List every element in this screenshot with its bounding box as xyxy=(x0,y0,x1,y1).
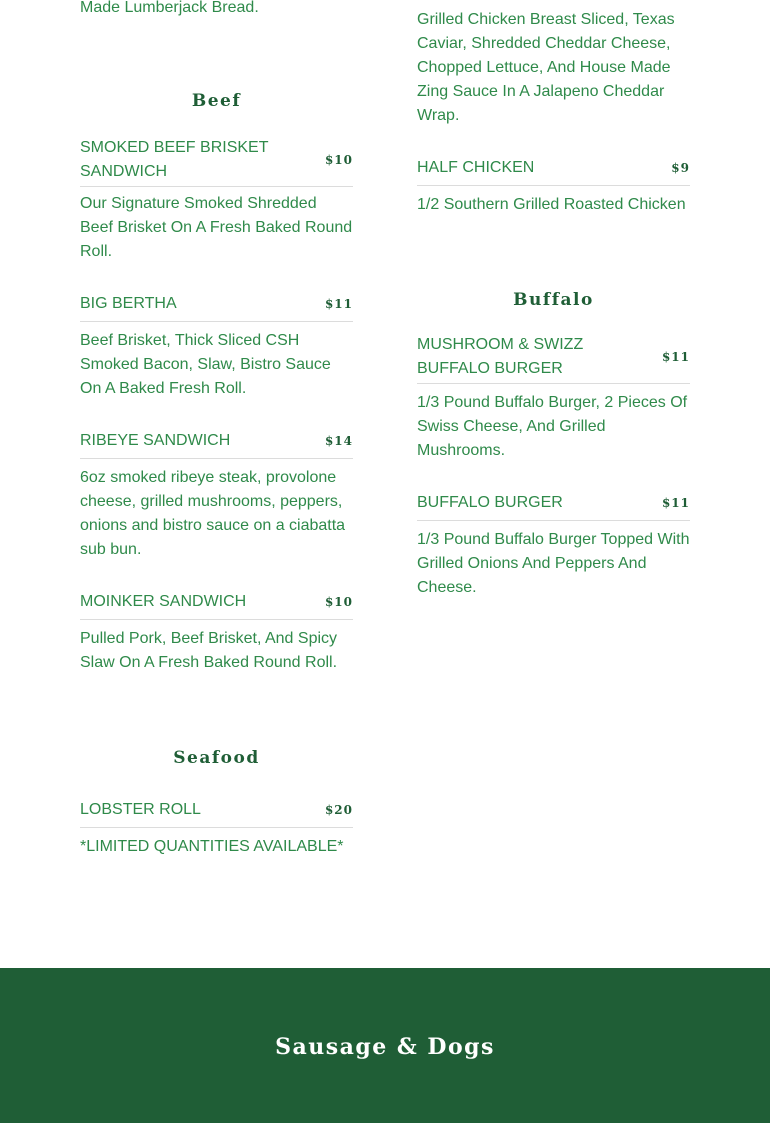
item-description: Made Lumberjack Bread. xyxy=(80,0,259,16)
item-description: Grilled Chicken Breast Sliced, Texas Caviar, Shredded Cheddar Cheese, Chopped Lettuce, And House Made Zing Sauce In A Jalapeno Cheddar Wrap. xyxy=(417,11,675,124)
menu-item xyxy=(80,585,353,620)
item-price: $10 xyxy=(324,152,353,167)
item-price: $9 xyxy=(671,161,690,175)
item-description: Our Signature Smoked Shredded Beef Brisket On A Fresh Baked Round Roll. xyxy=(80,195,353,260)
menu-item-header xyxy=(417,151,690,186)
menu-item xyxy=(417,486,690,521)
item-description: 1/3 Pound Buffalo Burger Topped With Grilled Onions And Peppers And Cheese. xyxy=(417,531,690,596)
item-price: $14 xyxy=(324,434,353,448)
item-name: BUFFALO BURGER xyxy=(417,494,563,511)
item-price: $10 xyxy=(324,595,353,609)
item-price: $11 xyxy=(661,496,690,510)
menu-item-header xyxy=(417,331,690,384)
item-price: $11 xyxy=(661,350,690,364)
section-title-buffalo: Buffalo xyxy=(513,290,594,310)
item-price: $20 xyxy=(324,803,353,817)
menu-item-header xyxy=(417,486,690,521)
item-name: HALF CHICKEN xyxy=(417,159,535,176)
section-title-sausage-dogs: Sausage & Dogs xyxy=(275,1034,495,1060)
item-description: 1/3 Pound Buffalo Burger, 2 Pieces Of Swiss Cheese, And Grilled Mushrooms. xyxy=(417,394,688,459)
item-name: LOBSTER ROLL xyxy=(80,801,201,818)
menu-item xyxy=(80,133,353,187)
item-price: $11 xyxy=(324,297,353,311)
item-description: 6oz smoked ribeye steak, provolone cheese, grilled mushrooms, peppers, onions and bistro sauce on a ciabatta sub bun. xyxy=(80,469,346,558)
menu-column-right xyxy=(417,0,690,960)
item-name: RIBEYE SANDWICH xyxy=(80,432,231,449)
menu-item xyxy=(80,424,353,459)
item-name: BIG BERTHA xyxy=(80,295,177,312)
menu-item-header xyxy=(80,585,353,620)
item-description: 1/2 Southern Grilled Roasted Chicken xyxy=(417,196,686,213)
menu-item xyxy=(80,287,353,322)
item-description: Pulled Pork, Beef Brisket, And Spicy Slaw On A Fresh Baked Round Roll. xyxy=(80,630,338,671)
item-name: MOINKER SANDWICH xyxy=(80,593,247,610)
menu-item xyxy=(417,151,690,186)
menu-item-header xyxy=(80,287,353,322)
menu-item xyxy=(80,793,353,828)
item-description: Beef Brisket, Thick Sliced CSH Smoked Bacon, Slaw, Bistro Sauce On A Baked Fresh Roll. xyxy=(80,332,331,397)
menu-item xyxy=(417,331,690,384)
menu-item-header xyxy=(80,793,353,828)
item-description: *LIMITED QUANTITIES AVAILABLE* xyxy=(80,838,344,855)
section-title-beef: Beef xyxy=(191,91,242,111)
menu-item-header xyxy=(80,133,353,187)
item-name: SMOKED BEEF BRISKET SANDWICH xyxy=(80,138,269,180)
section-title-seafood: Seafood xyxy=(173,748,260,768)
menu-item-header xyxy=(80,424,353,459)
item-name: MUSHROOM & SWIZZ BUFFALO BURGER xyxy=(417,336,584,377)
menu-column-left xyxy=(80,0,353,960)
